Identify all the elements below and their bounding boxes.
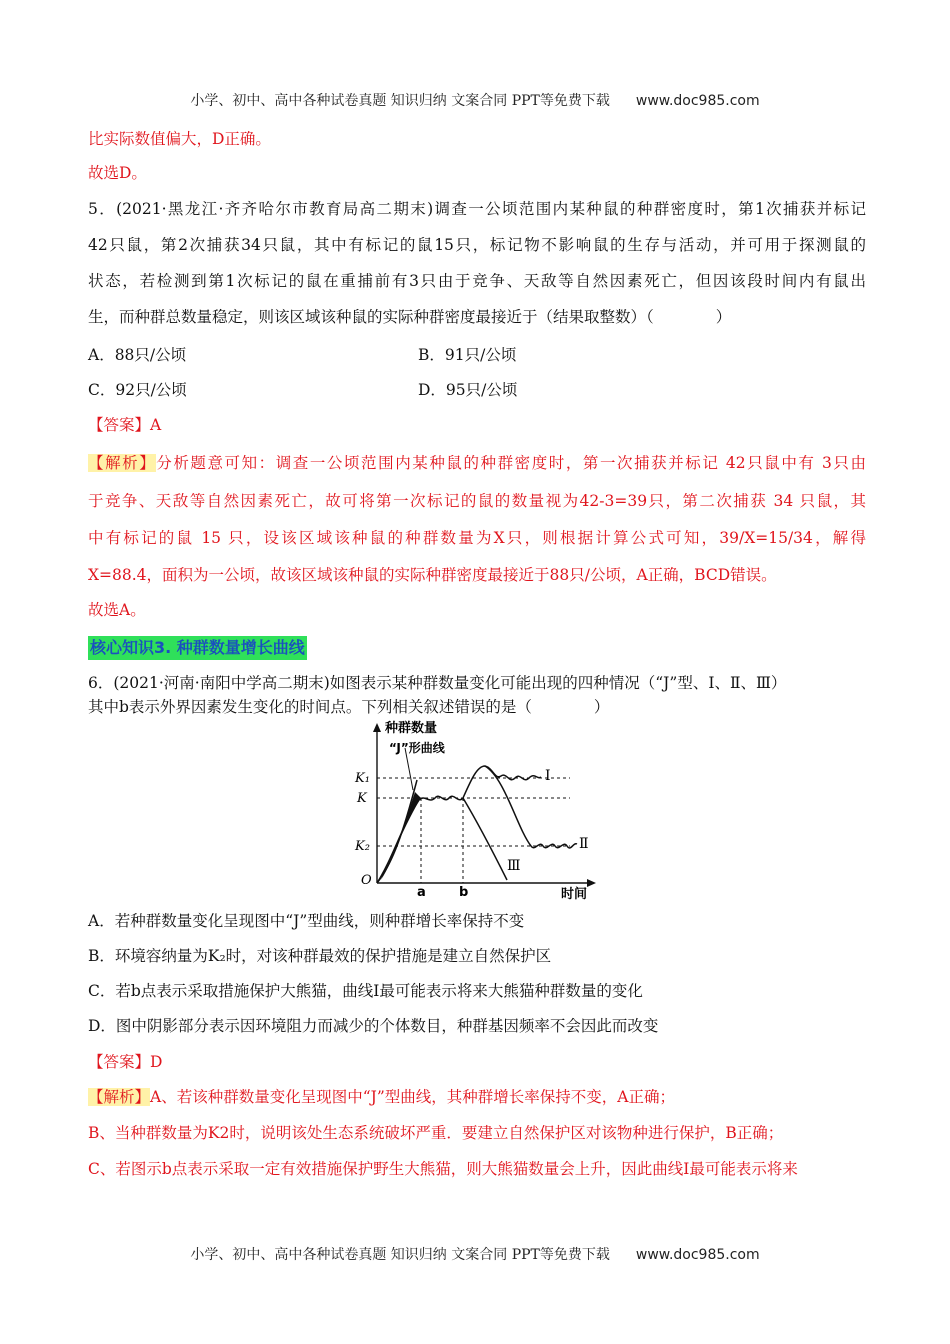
q6-analysis-text-1: A、若该种群数量变化呈现图中“J”型曲线，其种群增长率保持不变，A正确； — [150, 1088, 675, 1106]
q5-analysis-line-2: 于竞争、天敌等自然因素死亡，故可将第一次标记的鼠的数量视为42-3=39只，第二次捕获 34 只鼠，其 — [88, 492, 866, 510]
q5-option-b: B．91只/公顷 — [418, 346, 517, 364]
a-label: a — [417, 885, 426, 900]
q5-analysis-tag: 【解析】 — [88, 454, 157, 472]
k-label: K — [357, 791, 367, 806]
curve-3-label: Ⅲ — [507, 858, 521, 874]
q5-analysis-line-4: X=88.4，面积为一公顷，故该区域该种鼠的实际种群密度最接近于88只/公顷，A正确，BCD错误。 — [88, 566, 777, 584]
curve-3 — [463, 798, 507, 880]
q6-line-2: 其中b表示外界因素发生变化的时间点。下列相关叙述错误的是（ ） — [88, 698, 610, 716]
footer-text: 小学、初中、高中各种试卷真题 知识归纳 文案合同 PPT等免费下载 — [190, 1247, 610, 1263]
q5-answer-value: A — [150, 416, 162, 434]
q6-option-b: B．环境容纳量为K₂时，对该种群最效的保护措施是建立自然保护区 — [88, 947, 552, 965]
q5-option-c: C．92只/公顷 — [88, 381, 187, 399]
curve-1-label: Ⅰ — [545, 768, 551, 784]
section-title: 核心知识3. 种群数量增长曲线 — [88, 636, 307, 660]
q5-analysis-line-1 — [88, 452, 866, 474]
q6-analysis-tag: 【解析】 — [88, 1088, 151, 1106]
q6-analysis-line-1 — [88, 1086, 675, 1108]
q6-option-c: C．若b点表示采取措施保护大熊猫，曲线Ⅰ最可能表示将来大熊猫种群数量的变化 — [88, 982, 643, 1000]
y-axis-arrow-icon — [373, 723, 381, 732]
s-curve — [377, 796, 463, 883]
q5-answer-tag: 【答案】 — [88, 416, 151, 434]
q5-analysis-text-1: 分析题意可知：调查一公顷范围内某种鼠的种群密度时，第一次捕获并标记 42只鼠中有 3只由 — [156, 454, 866, 472]
q6-answer-tag: 【答案】 — [88, 1053, 151, 1071]
y-axis-title: 种群数量 — [385, 721, 438, 736]
q6-line-1: 6．(2021·河南·南阳中学高二期末)如图表示某种群数量变化可能出现的四种情况（“J”型、Ⅰ、Ⅱ、Ⅲ） — [88, 674, 787, 692]
j-curve-label: “J”形曲线 — [389, 741, 445, 755]
q5-line-3: 状态，若检测到第1次标记的鼠在重捕前有3只由于竞争、天敌等自然因素死亡，但因该段时间内有鼠出 — [88, 272, 866, 290]
q5-analysis-line-3: 中有标记的鼠 15 只，设该区域该种鼠的种群数量为X只，则根据计算公式可知，39/X=15/34，解得 — [88, 529, 866, 547]
b-label: b — [459, 885, 469, 900]
q5-conclusion: 故选A。 — [88, 601, 146, 619]
q6-analysis-line-2: B、当种群数量为K2时，说明该处生态系统破坏严重．要建立自然保护区对该物种进行保护，B正确； — [88, 1124, 784, 1142]
q5-line-2: 42只鼠，第2次捕获34只鼠，其中有标记的鼠15只，标记物不影响鼠的生存与活动，并可用于探测鼠的 — [88, 236, 866, 254]
x-axis-title: 时间 — [561, 887, 588, 900]
prev-line-1: 比实际数值偏大，D正确。 — [88, 130, 271, 148]
q6-answer-value: D — [150, 1053, 163, 1071]
q6-analysis-line-3: C、若图示b点表示采取一定有效措施保护野生大熊猫，则大熊猫数量会上升，因此曲线Ⅰ最可能表示将来 — [88, 1160, 798, 1178]
q6-option-d: D．图中阴影部分表示因环境阻力而减少的个体数目，种群基因频率不会因此而改变 — [88, 1017, 659, 1035]
q5-answer — [88, 414, 161, 436]
q6-answer — [88, 1051, 162, 1073]
origin-label: O — [361, 873, 372, 888]
x-axis-arrow-icon — [587, 879, 596, 887]
population-graph — [345, 718, 605, 900]
header-site[interactable]: www.doc985.com — [635, 93, 760, 109]
k2-label: K₂ — [355, 839, 370, 854]
header-text: 小学、初中、高中各种试卷真题 知识归纳 文案合同 PPT等免费下载 — [190, 93, 610, 109]
k1-label: K₁ — [355, 771, 370, 786]
prev-line-2: 故选D。 — [88, 164, 147, 182]
curve-1 — [463, 766, 541, 798]
q5-option-d: D．95只/公顷 — [418, 381, 518, 399]
q5-option-a: A．88只/公顷 — [88, 346, 187, 364]
page-footer — [0, 1244, 950, 1264]
q6-option-a: A．若种群数量变化呈现图中“J”型曲线，则种群增长率保持不变 — [88, 912, 525, 930]
q5-line-4: 生，而种群总数量稳定，则该区域该种鼠的实际种群密度最接近于（结果取整数）（ ） — [88, 308, 732, 326]
footer-site[interactable]: www.doc985.com — [635, 1247, 760, 1263]
j-curve — [377, 780, 417, 883]
page-header — [0, 90, 950, 110]
curve-2-label: Ⅱ — [579, 836, 589, 852]
q5-line-1: 5．(2021·黑龙江·齐齐哈尔市教育局高二期末)调查一公顷范围内某种鼠的种群密度时，第1次捕获并标记 — [88, 200, 866, 218]
